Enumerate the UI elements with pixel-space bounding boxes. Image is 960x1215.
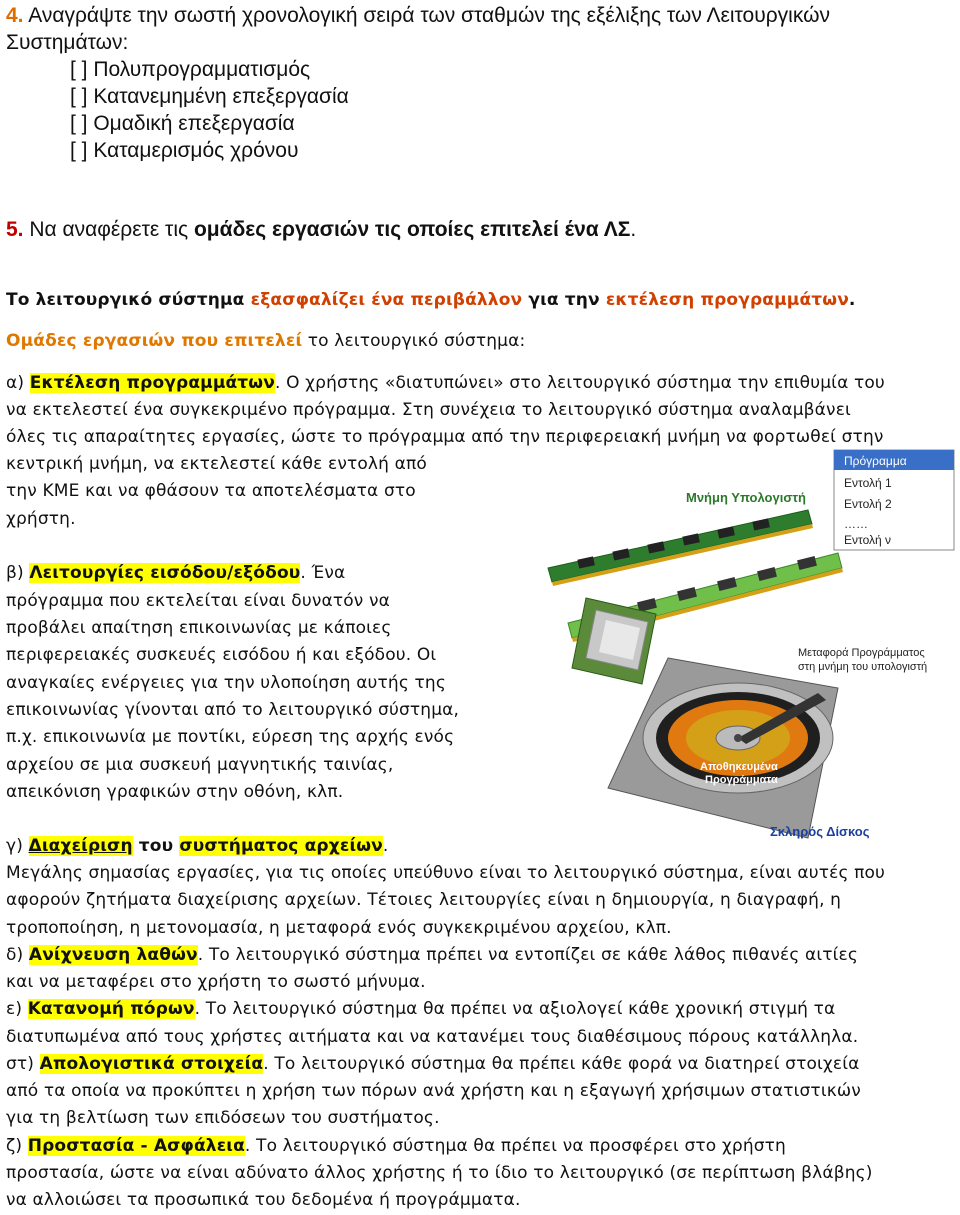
item-title: του xyxy=(132,836,180,856)
hard-disk-icon xyxy=(608,658,838,838)
intro-text: για την xyxy=(522,290,606,310)
item-text: . Το λειτουργικό σύστημα θα πρέπει να προσφέρει στο χρήστη xyxy=(244,1136,786,1156)
disk-label: Σκληρός Δίσκος xyxy=(770,824,870,839)
item-title: Κατανομή πόρων xyxy=(27,999,195,1019)
groups-text: το λειτουργικό σύστημα: xyxy=(302,331,526,351)
item-text: . Το λειτουργικό σύστημα θα πρέπει να αξιολογεί κάθε χρονική στιγμή τα xyxy=(194,999,836,1019)
item-prefix: ζ) xyxy=(6,1136,28,1156)
item-prefix: στ) xyxy=(6,1054,40,1074)
program-box-title: Πρόγραμμα xyxy=(844,454,907,468)
item-title: Εκτέλεση προγραμμάτων xyxy=(29,373,275,393)
item-e-line: διατυπωμένα από τους χρήστες αιτήματα και να κατανέμει τους διαθέσιμους πόρους κατάλληλα. xyxy=(6,1027,859,1047)
groups-heading xyxy=(6,331,525,351)
question-number: 4. xyxy=(6,4,24,27)
program-box-line: Εντολή 2 xyxy=(844,497,892,511)
program-box xyxy=(834,450,954,550)
question-text: Να αναφέρετε τις xyxy=(29,218,194,241)
item-a-line: χρήστη. xyxy=(6,509,76,529)
item-text: . Το λειτουργικό σύστημα θα πρέπει κάθε φορά να διατηρεί στοιχεία xyxy=(263,1054,860,1074)
stored-label: Αποθηκευμένα xyxy=(700,761,778,773)
cpu-icon xyxy=(572,598,656,684)
intro-text: . xyxy=(848,290,856,310)
item-a xyxy=(6,373,885,393)
item-b-line: απεικόνιση γραφικών στην οθόνη, κλπ. xyxy=(6,782,344,802)
transfer-label: Μεταφορά Προγράμματος xyxy=(798,647,925,659)
option-4: [ ] Καταμερισμός χρόνου xyxy=(70,139,299,162)
item-b-line: πρόγραμμα που εκτελείται είναι δυνατόν να xyxy=(6,591,390,611)
item-b-line: αναγκαίες ενέργειες για την υλοποίηση αυτής της xyxy=(6,673,446,693)
item-a-line: κεντρική μνήμη, να εκτελεστεί κάθε εντολή από xyxy=(6,454,427,474)
item-b-line: προβάλει απαίτηση επικοινωνίας με κάποιες xyxy=(6,618,392,638)
question-5 xyxy=(6,218,636,242)
item-z xyxy=(6,1136,786,1156)
item-title: συστήματος αρχείων xyxy=(179,836,383,856)
item-c xyxy=(6,836,388,856)
question-4 xyxy=(6,2,956,56)
item-b-line: επικοινωνίας γίνονται από το λειτουργικό σύστημα, xyxy=(6,700,460,720)
item-b xyxy=(6,563,345,583)
item-title: Προστασία - Ασφάλεια xyxy=(27,1136,245,1156)
item-c-line: Μεγάλης σημασίας εργασίες, για τις οποίες υπεύθυνο είναι το λειτουργικό σύστημα, είναι αυτές που xyxy=(6,863,886,883)
question-end: . xyxy=(630,218,637,241)
program-box-line: Εντολή 1 xyxy=(844,476,892,490)
memory-label: Μνήμη Υπολογιστή xyxy=(686,490,806,505)
item-prefix: β) xyxy=(6,563,30,583)
item-title: Λειτουργίες εισόδου/εξόδου xyxy=(29,563,301,583)
transfer-label: στη μνήμη του υπολογιστή xyxy=(798,661,928,673)
item-b-line: π.χ. επικοινωνία με ποντίκι, εύρεση της αρχής ενός xyxy=(6,727,455,747)
item-c-line: τροποποίηση, η μετονομασία, η μεταφορά ενός συγκεκριμένου αρχείου, κλπ. xyxy=(6,918,672,938)
item-st-line: από τα οποία να προκύπτει η χρήση των πόρων ανά χρήστη και η εξαγωγή χρήσιμων στατιστικών xyxy=(6,1081,861,1101)
item-text: . Ένα xyxy=(300,563,346,583)
item-st-line: για τη βελτίωση των επιδόσεων του συστήματος. xyxy=(6,1108,440,1128)
item-title: Ανίχνευση λαθών xyxy=(28,945,198,965)
item-title: Διαχείριση xyxy=(28,836,133,856)
item-prefix: γ) xyxy=(6,836,29,856)
item-text: . xyxy=(382,836,389,856)
stored-label: Προγράμματα xyxy=(705,774,778,786)
intro-highlight: εκτέλεση προγραμμάτων xyxy=(605,290,849,310)
item-a-line: την ΚΜΕ και να φθάσουν τα αποτελέσματα στο xyxy=(6,481,416,501)
item-prefix: ε) xyxy=(6,999,28,1019)
item-prefix: δ) xyxy=(6,945,29,965)
question-emphasis: ομάδες εργασιών τις οποίες επιτελεί ένα ΛΣ xyxy=(193,218,631,241)
groups-highlight: Ομάδες εργασιών που επιτελεί xyxy=(6,331,303,351)
option-1: [ ] Πολυπρογραμματισμός xyxy=(70,58,311,81)
item-d-line: και να μεταφέρει στο χρήστη το σωστό μήνυμα. xyxy=(6,972,426,992)
intro-text: Το λειτουργικό σύστημα xyxy=(6,290,251,310)
item-b-line: περιφερειακές συσκευές εισόδου ή και εξόδου. Οι xyxy=(6,645,437,665)
option-3: [ ] Ομαδική επεξεργασία xyxy=(70,112,295,135)
program-box-line: …… xyxy=(844,517,868,531)
item-prefix: α) xyxy=(6,373,30,393)
option-2: [ ] Κατανεμημένη επεξεργασία xyxy=(70,85,349,108)
item-z-line: προστασία, ώστε να είναι αδύνατο άλλος χρήστης ή το ίδιο το λειτουργικό (σε περίπτωση βλάβης) xyxy=(6,1163,873,1183)
item-st xyxy=(6,1054,860,1074)
item-e xyxy=(6,999,835,1019)
intro-line xyxy=(6,290,856,310)
item-text: . Το λειτουργικό σύστημα πρέπει να εντοπίζει σε κάθε λάθος πιθανές αιτίες xyxy=(197,945,859,965)
question-text: Αναγράψτε την σωστή χρονολογική σειρά των σταθμών της εξέλιξης των Λειτουργικών Συστημάτων: xyxy=(6,4,830,54)
question-number: 5. xyxy=(6,218,24,241)
item-a-line: όλες τις απαραίτητες εργασίες, ώστε το πρόγραμμα από την περιφερειακή μνήμη να φορτωθεί στην xyxy=(6,427,884,447)
intro-highlight: εξασφαλίζει ένα περιβάλλον xyxy=(250,290,523,310)
item-title: Απολογιστικά στοιχεία xyxy=(39,1054,264,1074)
program-box-line: Εντολή ν xyxy=(844,533,892,547)
item-z-line: να αλλοιώσει τα προσωπικά του δεδομένα ή προγράμματα. xyxy=(6,1190,521,1210)
item-b-line: αρχείου σε μια συσκευή μαγνητικής ταινίας, xyxy=(6,755,394,775)
item-a-line: να εκτελεστεί ένα συγκεκριμένο πρόγραμμα. Στη συνέχεια το λειτουργικό σύστημα αναλαμβάνει xyxy=(6,400,851,420)
item-d xyxy=(6,945,858,965)
item-text: . Ο χρήστης «διατυπώνει» στο λειτουργικό σύστημα την επιθυμία του xyxy=(274,373,885,393)
item-c-line: αφορούν ζητήματα διαχείρισης αρχείων. Τέτοιες λειτουργίες είναι η δημιουργία, η διαγραφή, η xyxy=(6,890,842,910)
computer-memory-illustration xyxy=(508,448,960,846)
